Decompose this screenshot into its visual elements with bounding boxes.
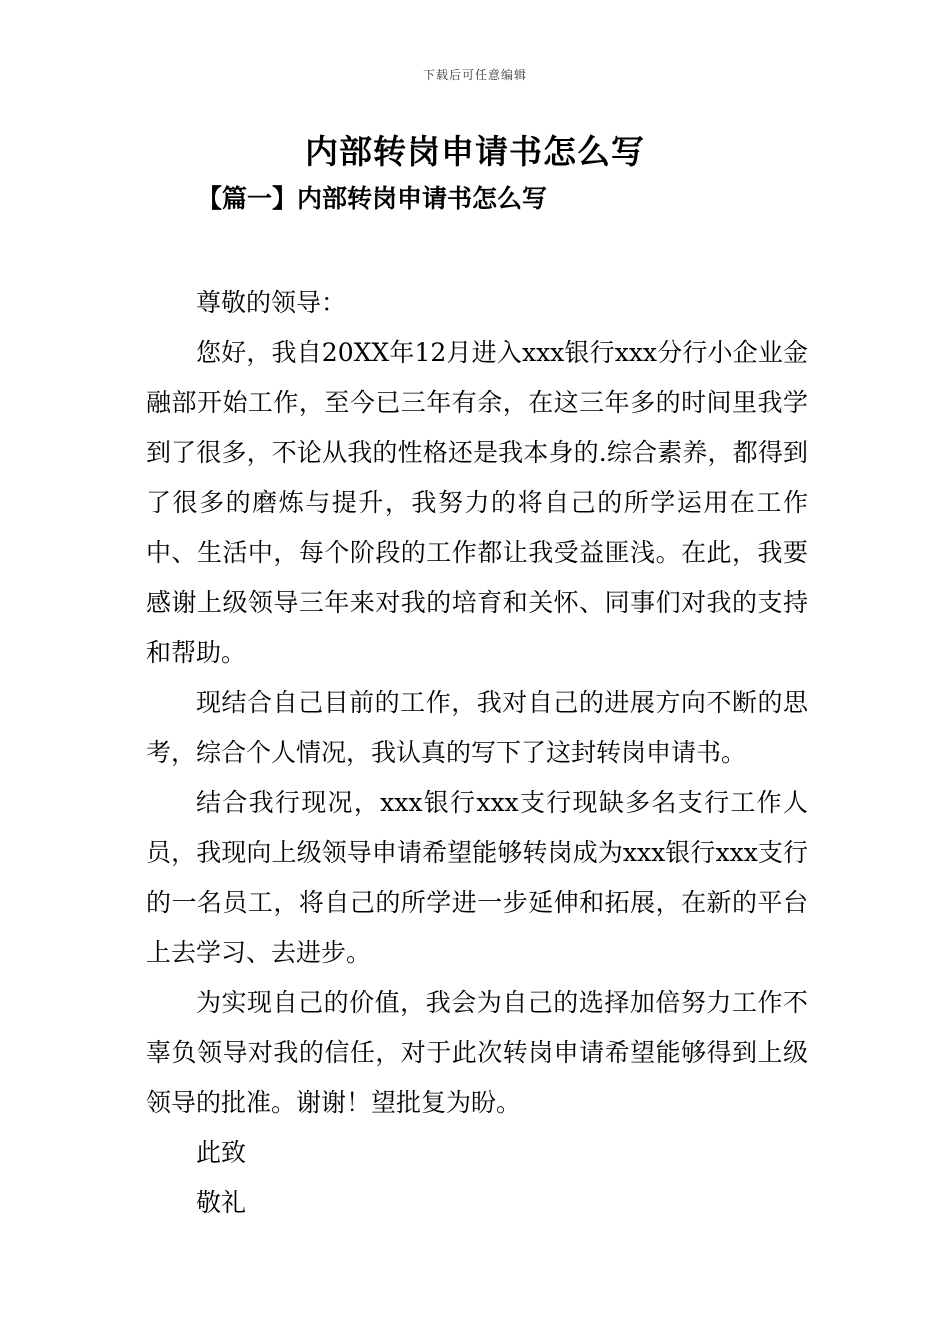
paragraph-3: 结合我行现况，xxx银行xxx支行现缺多名支行工作人员，我现向上级领导申请希望能够转岗成为xxx银行xxx支行的一名员工，将自己的所学进一步延伸和拓展，在新的平台上去学习、去进步。	[146, 788, 808, 967]
document-title: 内部转岗申请书怎么写	[305, 132, 645, 171]
header-note: 下载后可任意编辑	[422, 68, 527, 82]
letter-body	[146, 278, 808, 1228]
paragraph-1: 您好，我自20XX年12月进入xxx银行xxx分行小企业金融部开始工作，至今已三年有余，在这三年多的时间里我学到了很多，不论从我的性格还是我本身的.综合素养，都得到了很多的磨炼与提升，我努力的将自己的所学运用在工作中、生活中，每个阶段的工作都让我受益匪浅。在此，我要感谢上级领导三年来对我的培育和关怀、同事们对我的支持和帮助。	[146, 338, 808, 667]
closing-line-1: 此致	[196, 1138, 247, 1167]
salutation: 尊敬的领导：	[196, 288, 347, 317]
section-heading: 【篇一】内部转岗申请书怎么写	[197, 184, 548, 213]
paragraph-4: 为实现自己的价值，我会为自己的选择加倍努力工作不辜负领导对我的信任，对于此次转岗申请希望能够得到上级领导的批准。谢谢！望批复为盼。	[146, 988, 808, 1117]
closing-line-2: 敬礼	[196, 1188, 247, 1217]
paragraph-2: 现结合自己目前的工作，我对自己的进展方向不断的思考，综合个人情况，我认真的写下了这封转岗申请书。	[146, 688, 808, 767]
